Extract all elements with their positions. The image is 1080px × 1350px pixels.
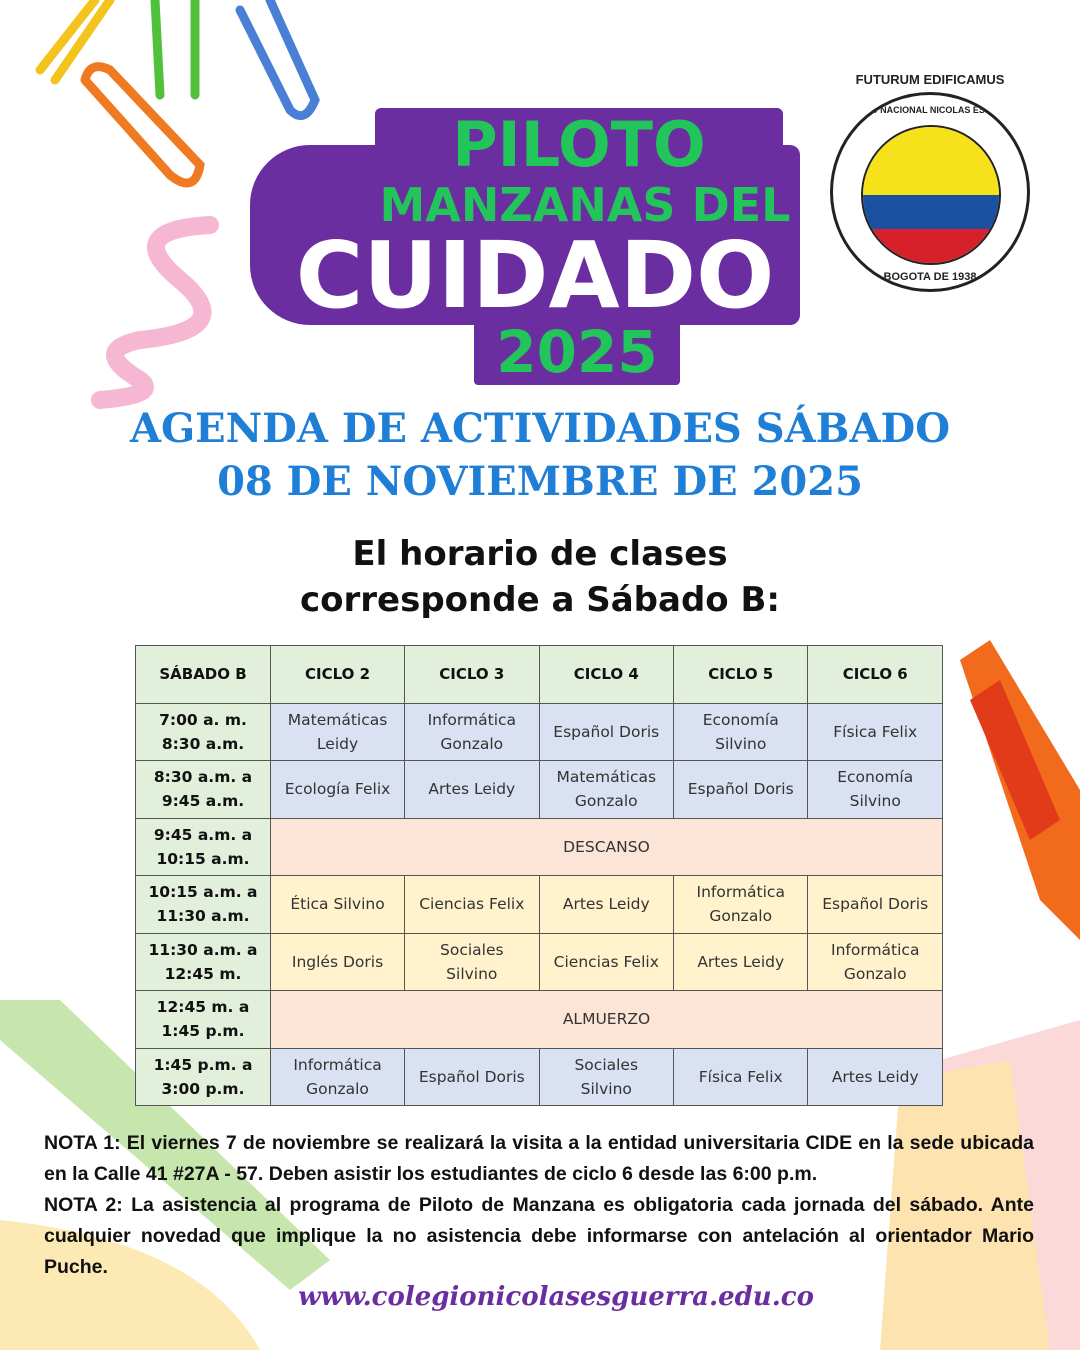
class-cell xyxy=(674,933,808,991)
logo-manzanas-del: MANZANAS DEL xyxy=(379,178,791,232)
class-cell xyxy=(539,876,673,934)
break-cell: ALMUERZO xyxy=(271,991,943,1049)
subtitle-line2: corresponde a Sábado B: xyxy=(299,580,781,620)
school-seal xyxy=(830,92,1030,292)
time-cell xyxy=(136,991,271,1049)
cell-line: Gonzalo xyxy=(574,792,638,811)
table-header-row xyxy=(136,646,943,704)
cell-line: Artes Leidy xyxy=(697,952,785,971)
cell-line: 8:30 a.m. a xyxy=(153,768,253,787)
column-header: SÁBADO B xyxy=(136,646,271,704)
time-cell xyxy=(136,818,271,876)
logo-cuidado: CUIDADO xyxy=(295,222,775,329)
cell-line: Sociales xyxy=(440,940,504,959)
class-cell xyxy=(405,1048,539,1106)
cell-line: 12:45 m. xyxy=(164,964,242,983)
cell-line: Gonzalo xyxy=(306,1079,369,1098)
decorative-squiggle xyxy=(80,210,230,410)
cell-line: 10:15 a.m. xyxy=(156,849,250,868)
class-cell xyxy=(674,703,808,761)
table-row xyxy=(136,761,943,819)
cell-line: Informática xyxy=(831,940,920,959)
cell-line: Informática xyxy=(427,710,517,729)
class-cell xyxy=(674,1048,808,1106)
cell-line: 11:30 a.m. a xyxy=(148,940,258,959)
table-row xyxy=(136,991,943,1049)
column-header: CICLO 3 xyxy=(405,646,539,704)
class-cell xyxy=(405,876,539,934)
column-header: CICLO 6 xyxy=(808,646,943,704)
table-row xyxy=(136,818,943,876)
table-row xyxy=(136,933,943,991)
break-cell: DESCANSO xyxy=(271,818,943,876)
cell-line: Matemáticas xyxy=(556,768,657,787)
cell-line: Física Felix xyxy=(833,722,918,741)
table-row xyxy=(136,876,943,934)
cell-line: Inglés Doris xyxy=(291,952,384,971)
cell-line: Silvino xyxy=(849,792,901,811)
class-cell xyxy=(539,761,673,819)
cell-line: Silvino xyxy=(715,734,767,753)
time-cell xyxy=(136,703,271,761)
class-cell xyxy=(539,1048,673,1106)
logo-piloto: PILOTO xyxy=(452,108,706,181)
logo-year: 2025 xyxy=(496,318,658,386)
cell-line: Artes Leidy xyxy=(562,895,650,914)
class-cell xyxy=(539,703,673,761)
class-cell xyxy=(271,703,405,761)
column-header: CICLO 2 xyxy=(271,646,405,704)
schedule-table xyxy=(135,645,943,1106)
cell-line: Silvino xyxy=(580,1079,632,1098)
class-cell xyxy=(405,703,539,761)
cell-line: Silvino xyxy=(446,964,498,983)
time-cell xyxy=(136,933,271,991)
cell-line: Español Doris xyxy=(822,895,929,914)
column-header: CICLO 5 xyxy=(674,646,808,704)
cell-line: Gonzalo xyxy=(843,964,907,983)
cell-line: Artes Leidy xyxy=(831,1067,919,1086)
seal-ribbon: FUTURUM EDIFICAMUS xyxy=(855,72,1005,87)
time-cell xyxy=(136,876,271,934)
cell-line: 12:45 m. a xyxy=(156,998,250,1017)
cell-line: 10:15 a.m. a xyxy=(148,883,258,902)
cell-line: 7:00 a. m. xyxy=(159,710,247,729)
cell-line: Ciencias Felix xyxy=(419,895,525,914)
cell-line: 1:45 p.m. xyxy=(161,1022,245,1041)
cell-line: 3:00 p.m. xyxy=(161,1079,245,1098)
class-cell xyxy=(808,933,943,991)
cell-line: Economía xyxy=(702,710,779,729)
cell-line: 9:45 a.m. xyxy=(161,792,245,811)
class-cell xyxy=(808,1048,943,1106)
table-row xyxy=(136,1048,943,1106)
cell-line: Ciencias Felix xyxy=(553,952,659,971)
cell-line: Español Doris xyxy=(687,780,794,799)
cell-line: Matemáticas xyxy=(287,710,388,729)
cell-line: Leidy xyxy=(316,734,359,753)
time-cell xyxy=(136,761,271,819)
cell-line: Gonzalo xyxy=(440,734,504,753)
class-cell xyxy=(808,876,943,934)
cell-line: 9:45 a.m. a xyxy=(153,825,253,844)
agenda-title-line1: AGENDA DE ACTIVIDADES SÁBADO xyxy=(129,405,951,452)
class-cell xyxy=(808,703,943,761)
class-cell xyxy=(271,876,405,934)
cell-line: Ecología Felix xyxy=(284,780,391,799)
cell-line: Gonzalo xyxy=(709,907,773,926)
table-row xyxy=(136,703,943,761)
seal-ring-top: COLEGIO NACIONAL NICOLAS ESGUERRA xyxy=(836,105,1024,115)
cell-line: Ética Silvino xyxy=(290,895,385,914)
class-cell xyxy=(539,933,673,991)
cell-line: 8:30 a.m. xyxy=(161,734,245,753)
colombia-flag-emblem xyxy=(861,125,1001,265)
website-link[interactable]: www.colegionicolasesguerra.edu.co xyxy=(298,1282,814,1312)
decorative-crayon xyxy=(950,640,1080,940)
seal-ring-bottom: BOGOTA DE 1938 xyxy=(883,271,977,283)
cell-line: Español Doris xyxy=(418,1067,525,1086)
class-cell xyxy=(405,761,539,819)
cell-line: Física Felix xyxy=(698,1067,783,1086)
class-cell xyxy=(674,876,808,934)
notes xyxy=(44,1128,1034,1283)
note-2: NOTA 2: La asistencia al programa de Piloto de Manzana es obligatoria cada jornada del sábado. Ante cualquier novedad que implique la no asistencia debe informarse con antelación al orientador Mario Puche. xyxy=(44,1194,1034,1278)
cell-line: 11:30 a.m. xyxy=(156,907,250,926)
cell-line: Español Doris xyxy=(553,722,660,741)
class-cell xyxy=(808,761,943,819)
subtitle-line1: El horario de clases xyxy=(352,534,728,574)
class-cell xyxy=(271,761,405,819)
cell-line: Sociales xyxy=(574,1055,639,1074)
cell-line: Informática xyxy=(696,883,785,902)
note-1: NOTA 1: El viernes 7 de noviembre se realizará la visita a la entidad universitaria CIDE en la sede ubicada en la Calle 41 #27A - 57. Deben asistir los estudiantes de ciclo 6 desde las 6:00 p.m. xyxy=(44,1132,1034,1185)
cell-line: Informática xyxy=(293,1055,382,1074)
class-cell xyxy=(674,761,808,819)
cell-line: Artes Leidy xyxy=(428,780,516,799)
agenda-title-line2: 08 DE NOVIEMBRE DE 2025 xyxy=(217,458,863,505)
cell-line: Economía xyxy=(837,768,914,787)
column-header: CICLO 4 xyxy=(539,646,673,704)
class-cell xyxy=(271,933,405,991)
class-cell xyxy=(405,933,539,991)
class-cell xyxy=(271,1048,405,1106)
cell-line: 1:45 p.m. a xyxy=(153,1055,253,1074)
time-cell xyxy=(136,1048,271,1106)
